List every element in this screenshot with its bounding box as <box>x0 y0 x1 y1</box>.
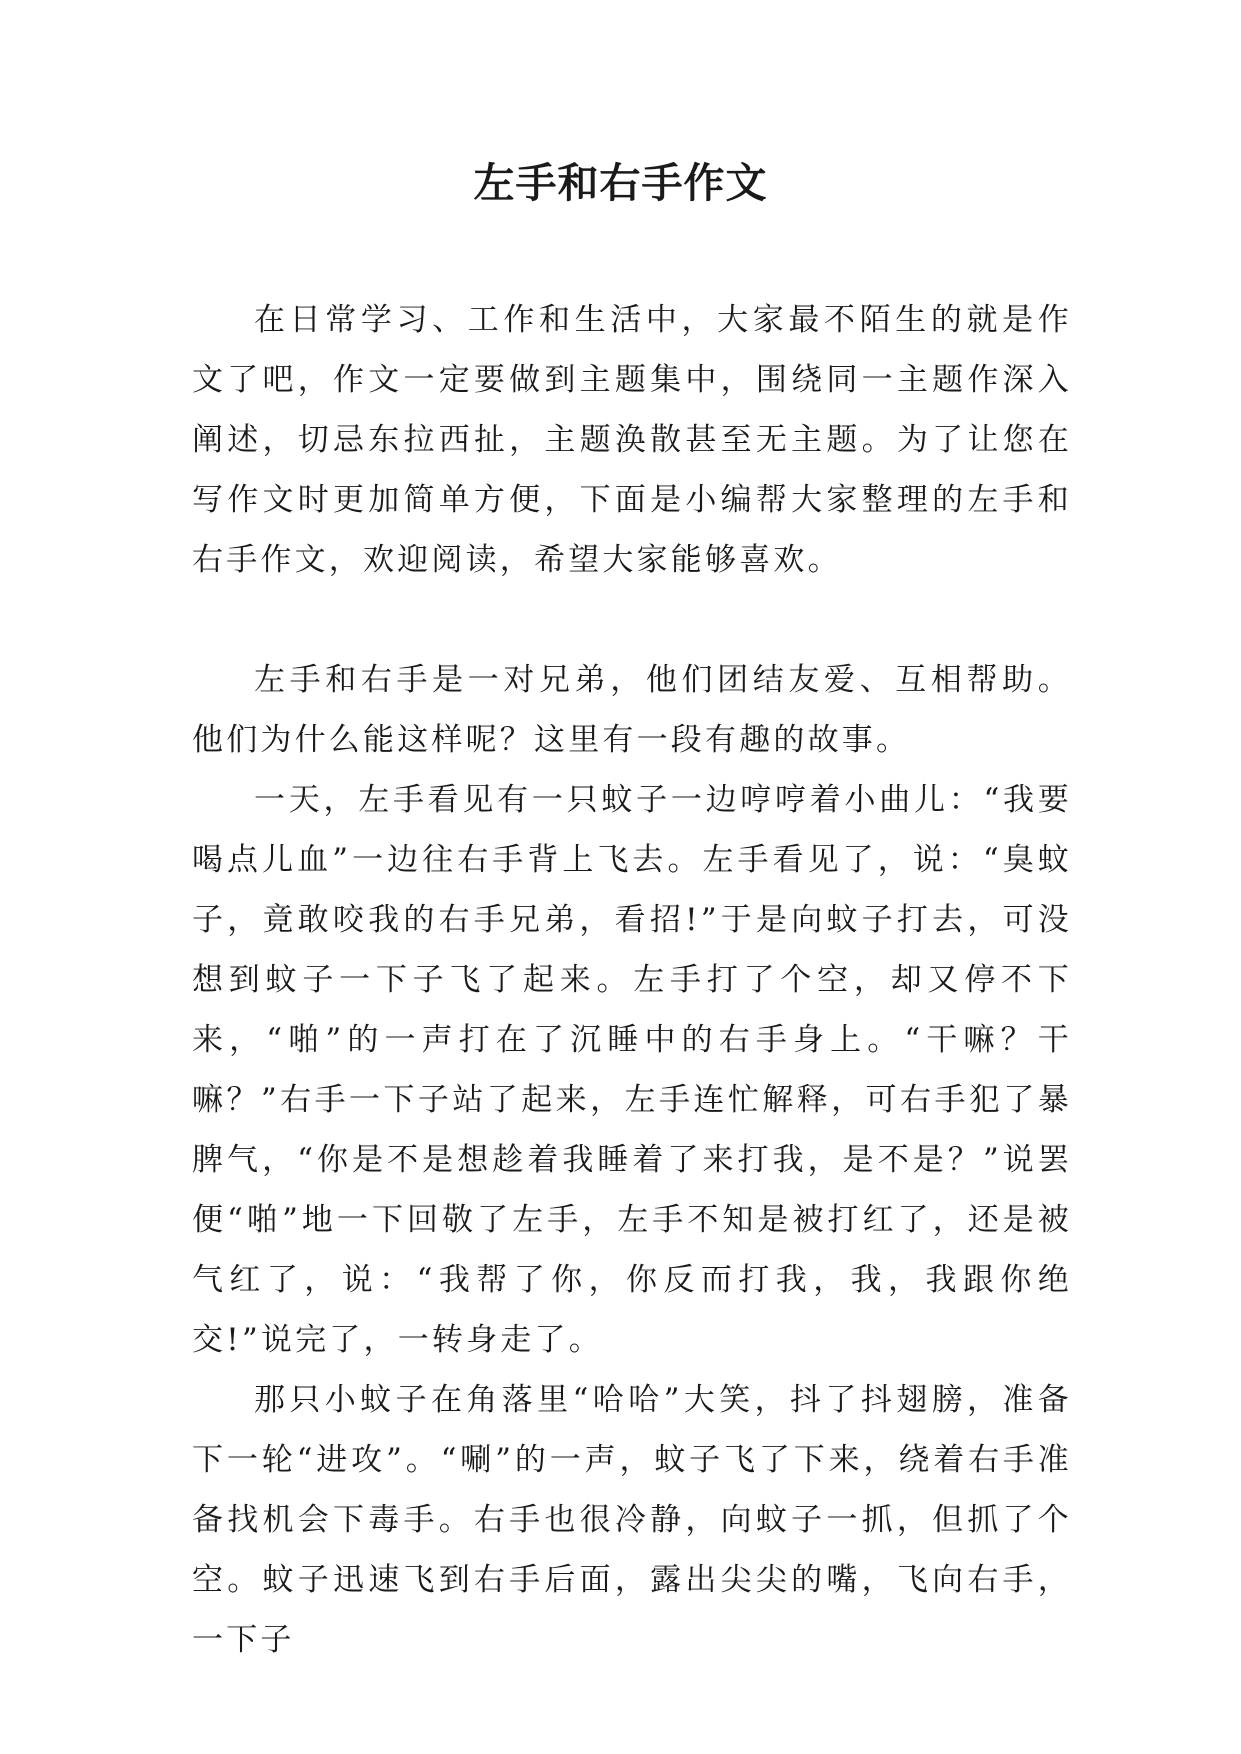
document-title: 左手和右手作文 <box>473 159 768 207</box>
story-paragraph-1: 左手和右手是一对兄弟，他们团结友爱、互相帮助。他们为什么能这样呢？这里有一段有趣的故事。 <box>192 662 1072 758</box>
story-paragraph-3: 那只小蚊子在角落里“哈哈”大笑，抖了抖翅膀，准备下一轮“进攻”。“唰”的一声，蚊子飞了下来，绕着右手准备找机会下毒手。右手也很冷静，向蚊子一抓，但抓了个空。蚊子迅速飞到右手后面，露出尖尖的嘴，飞向右手，一下子 <box>192 1382 1072 1658</box>
intro-paragraph: 在日常学习、工作和生活中，大家最不陌生的就是作文了吧，作文一定要做到主题集中，围绕同一主题作深入阐述，切忌东拉西扯，主题涣散甚至无主题。为了让您在写作文时更加简单方便，下面是小编帮大家整理的左手和右手作文，欢迎阅读，希望大家能够喜欢。 <box>192 302 1072 578</box>
document-body <box>192 290 1072 1670</box>
story-paragraph-2: 一天，左手看见有一只蚊子一边哼哼着小曲儿：“我要喝点儿血”一边往右手背上飞去。左手看见了，说：“臭蚊子，竟敢咬我的右手兄弟，看招!”于是向蚊子打去，可没想到蚊子一下子飞了起来。左手打了个空，却又停不下来，“啪”的一声打在了沉睡中的右手身上。“干嘛？干嘛？”右手一下子站了起来，左手连忙解释，可右手犯了暴脾气，“你是不是想趁着我睡着了来打我，是不是？”说罢便“啪”地一下回敬了左手，左手不知是被打红了，还是被气红了，说：“我帮了你，你反而打我，我，我跟你绝交!”说完了，一转身走了。 <box>192 782 1072 1358</box>
